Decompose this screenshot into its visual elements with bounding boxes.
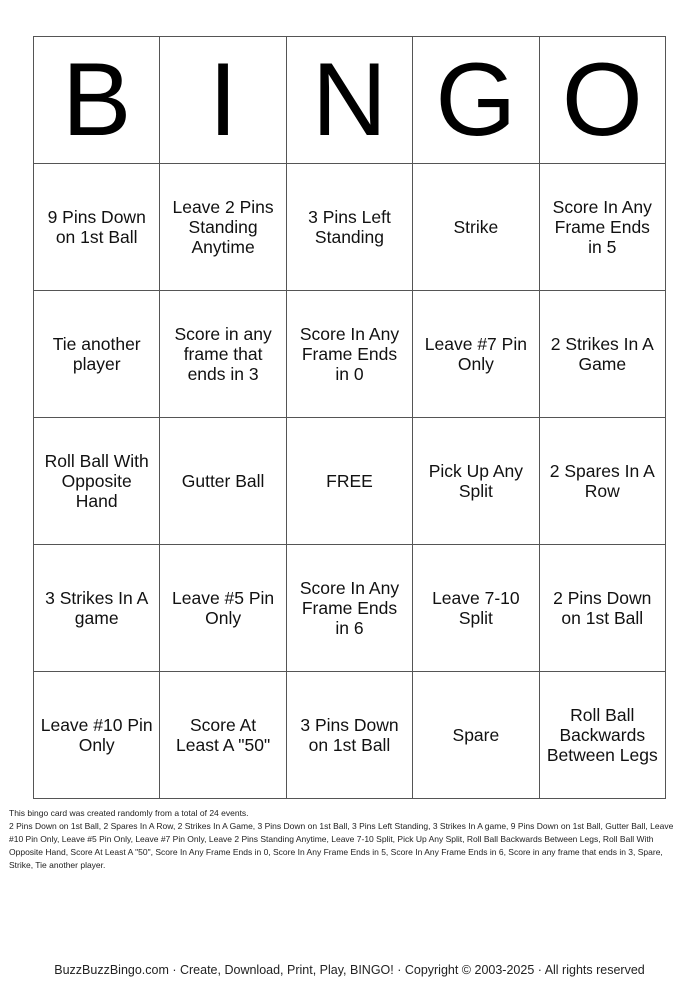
bingo-cell: 2 Pins Down on 1st Ball (539, 545, 665, 672)
bingo-cell: Roll Ball Backwards Between Legs (539, 672, 665, 799)
bingo-cell: 2 Spares In A Row (539, 418, 665, 545)
bingo-row-2 (34, 291, 666, 418)
bingo-cell: Strike (413, 164, 539, 291)
header-letter-n: N (286, 37, 412, 164)
bingo-cell: Score In Any Frame Ends in 0 (286, 291, 412, 418)
bingo-cell: 3 Pins Left Standing (286, 164, 412, 291)
footnote-event-list: 2 Pins Down on 1st Ball, 2 Spares In A Row, 2 Strikes In A Game, 3 Pins Down on 1st Ball, 3 Pins Left Standing, 3 Strikes In A game, 9 Pins Down on 1st Ball, Gutter Ball, Leave #10 Pin Only, Leave #5 Pin Only, Leave #7 Pin Only, Leave 2 Pins Standing Anytime, Leave 7-10 Split, Pick Up Any Split, Roll Ball Backwards Between Legs, Roll Ball With Opposite Hand, Score At Least A "50", Score In Any Frame Ends in 0, Score In Any Frame Ends in 5, Score In Any Frame Ends in 6, Score in any frame that ends in 3, Spare, Strike, Tie another player. (9, 821, 674, 870)
header-letter-o: O (539, 37, 665, 164)
bingo-row-3 (34, 418, 666, 545)
bingo-cell: 9 Pins Down on 1st Ball (34, 164, 160, 291)
bingo-cell: Leave #7 Pin Only (413, 291, 539, 418)
header-letter-g: G (413, 37, 539, 164)
bingo-cell: Tie another player (34, 291, 160, 418)
site-copyright-line: BuzzBuzzBingo.com · Create, Download, Print, Play, BINGO! · Copyright © 2003-2025 · All rights reserved (54, 963, 645, 977)
bingo-cell: Leave #10 Pin Only (34, 672, 160, 799)
bingo-cell: Spare (413, 672, 539, 799)
bingo-header-row (34, 37, 666, 164)
bingo-cell: Pick Up Any Split (413, 418, 539, 545)
header-letter-b: B (34, 37, 160, 164)
bingo-cell: 3 Strikes In A game (34, 545, 160, 672)
bingo-cell: Score in any frame that ends in 3 (160, 291, 286, 418)
card-footnote (9, 807, 689, 872)
bingo-cell: Leave 7-10 Split (413, 545, 539, 672)
bingo-row-5 (34, 672, 666, 799)
bingo-cell: Leave #5 Pin Only (160, 545, 286, 672)
bingo-cell: Roll Ball With Opposite Hand (34, 418, 160, 545)
bingo-cell: 3 Pins Down on 1st Ball (286, 672, 412, 799)
bingo-cell: Gutter Ball (160, 418, 286, 545)
bingo-cell: 2 Strikes In A Game (539, 291, 665, 418)
bingo-cell: Score In Any Frame Ends in 5 (539, 164, 665, 291)
free-space-cell: FREE (286, 418, 412, 545)
bingo-row-1 (34, 164, 666, 291)
bingo-row-4 (34, 545, 666, 672)
bingo-cell: Leave 2 Pins Standing Anytime (160, 164, 286, 291)
bingo-cell: Score At Least A "50" (160, 672, 286, 799)
bingo-cell: Score In Any Frame Ends in 6 (286, 545, 412, 672)
footnote-intro: This bingo card was created randomly from a total of 24 events. (9, 808, 249, 818)
bingo-card (33, 36, 666, 799)
header-letter-i: I (160, 37, 286, 164)
